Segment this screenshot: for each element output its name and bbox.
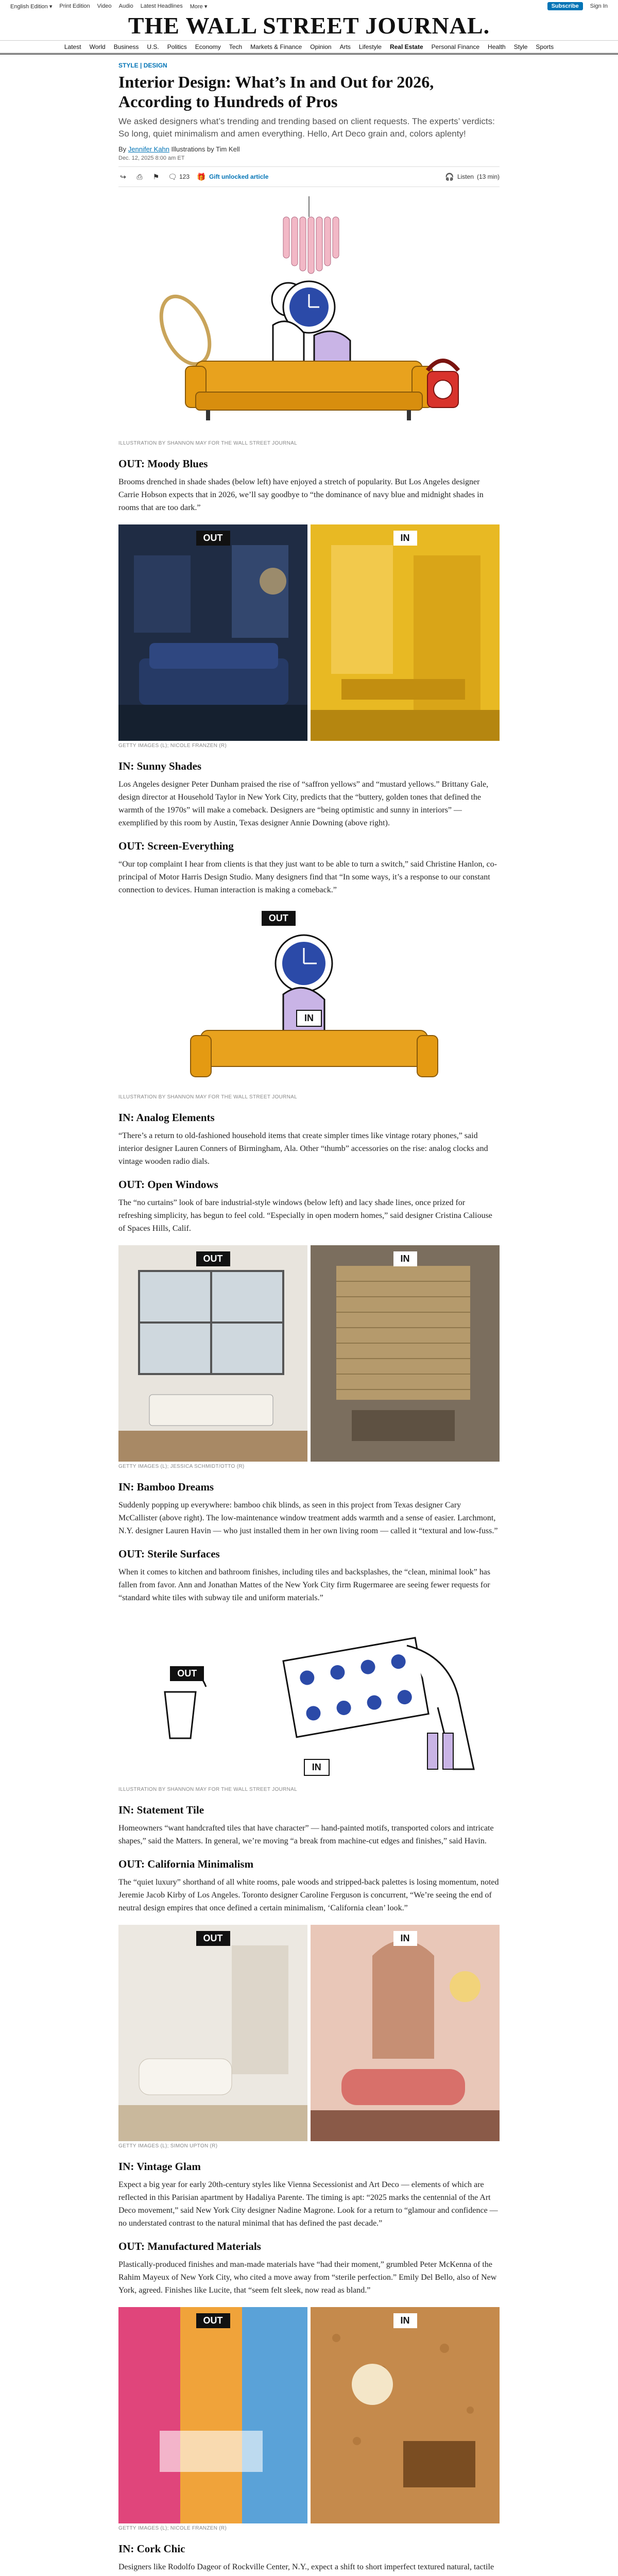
hero-illustration: [118, 196, 500, 438]
gift-icon: 🎁: [197, 173, 206, 181]
in-image: [311, 2307, 500, 2523]
pair-caption: GETTY IMAGES (L); SIMON UPTON (R): [118, 2143, 218, 2149]
section-nav: [0, 40, 618, 55]
pair-caption: GETTY IMAGES (L); JESSICA SCHMIDT/OTTO (R): [118, 1464, 245, 1469]
masthead-title[interactable]: THE WALL STREET JOURNAL.: [128, 12, 490, 39]
nav-item[interactable]: Health: [488, 43, 506, 50]
section-heading: IN: Analog Elements: [118, 1111, 215, 1124]
masthead: [0, 12, 618, 40]
in-image: [311, 524, 500, 741]
section-heading: OUT: Open Windows: [118, 1178, 218, 1191]
nav-item[interactable]: U.S.: [147, 43, 159, 50]
section-heading: OUT: Moody Blues: [118, 457, 208, 470]
section-heading: OUT: California Minimalism: [118, 1858, 254, 1870]
author-link[interactable]: Jennifer Kahn: [128, 145, 170, 153]
audio-link[interactable]: Audio: [118, 3, 133, 9]
byline-prefix: By: [118, 145, 127, 153]
nav-item[interactable]: Sports: [536, 43, 554, 50]
nav-item[interactable]: Tech: [229, 43, 243, 50]
headphones-icon: 🎧: [445, 173, 454, 181]
comment-count: 123: [179, 173, 190, 180]
section-heading: IN: Vintage Glam: [118, 2160, 201, 2173]
gift-label: Gift unlocked article: [209, 173, 269, 180]
comparison-pair-cork: [118, 2307, 500, 2523]
in-label: IN: [393, 1931, 417, 1946]
section-heading: OUT: Screen-Everything: [118, 840, 234, 852]
nav-item[interactable]: Politics: [167, 43, 187, 50]
illustrator: Tim Kell: [216, 145, 240, 153]
section-text: The “no curtains” look of bare industrial-style windows (below left) and lacy shade lines, once prized for refreshing simplicity, has begun to feel cold. “Especially in open modern homes,” said designer Cristina Caliouse of Spaces Hills, Calif.: [118, 1198, 492, 1233]
pair-caption: GETTY IMAGES (L); NICOLE FRANZEN (R): [118, 743, 227, 749]
section-heading: OUT: Sterile Surfaces: [118, 1548, 220, 1560]
top-utility-bar: [0, 0, 618, 12]
comparison-pair-glam: [118, 1925, 500, 2141]
comparison-pair-windows: [118, 1245, 500, 1462]
out-label: OUT: [196, 1931, 230, 1946]
out-label: OUT: [196, 1251, 230, 1266]
nav-item[interactable]: Real Estate: [389, 43, 423, 50]
in-label: IN: [296, 1010, 322, 1027]
article: [118, 55, 500, 2576]
byline-and: Illustrations by: [171, 145, 214, 153]
in-label: IN: [393, 2313, 417, 2328]
out-image: [118, 524, 307, 741]
section-text: “Our top complaint I hear from clients is that they just want to be able to turn a switch,” said Christine Hanlon, co-principal of Motor Harris Design Studio. Many designers find that “In some ways, it’s a response to our constant connection to devices. Human interaction is making a comeback.”: [118, 860, 497, 894]
listen-label: Listen: [457, 173, 474, 180]
in-label: IN: [304, 1759, 330, 1776]
out-image: [118, 2307, 307, 2523]
comment-icon: 🗨: [168, 173, 177, 181]
section-text: The “quiet luxury” shorthand of all white rooms, pale woods and stripped-back palettes is losing momentum, noted Jeremie Jacob Kirby of Los Angeles. Toronto designer Caroline Ferguson is concurrent, “We’re seeing the end of neutral design empires that once defined a certain minimalism, ‘California clean’ look.”: [118, 1878, 499, 1912]
bookmark-icon[interactable]: ⚑: [152, 173, 160, 181]
section-text: Los Angeles designer Peter Dunham praised the rise of “saffron yellows” and “mustard yellows.” Brittany Gale, design director at Household Taylor in New York City, predicts that the “buttery, golden tones that defined the warmth of the 1970s” will make a comeback. Designers are “being optimistic and sunny in interiors” — exemplified by this room by Austin, Texas designer Annie Downing (above right).: [118, 780, 489, 827]
nav-item[interactable]: Lifestyle: [358, 43, 382, 50]
out-label: OUT: [196, 2313, 230, 2328]
nav-item[interactable]: Arts: [339, 43, 351, 50]
byline: [118, 145, 500, 153]
nav-item[interactable]: Opinion: [310, 43, 332, 50]
publish-date: Dec. 12, 2025 8:00 am ET: [118, 155, 185, 161]
latest-headlines-link[interactable]: Latest Headlines: [140, 3, 183, 9]
out-image: [118, 1925, 307, 2141]
section-text: Suddenly popping up everywhere: bamboo chik blinds, as seen in this project from Texas designer Cary McCallister (above right). The low-maintenance window treatment adds warmth and a sense of easier. Larchmont, N.Y. designer Lauren Havin — who just installed them in her own living room — called it “textural and low-fuss.”: [118, 1501, 498, 1535]
tile-illustration: [118, 1615, 500, 1785]
subscribe-button[interactable]: Subscribe: [547, 2, 583, 10]
illustration-caption: ILLUSTRATION BY SHANNON MAY FOR THE WALL STREET JOURNAL: [118, 1094, 297, 1100]
pair-caption: GETTY IMAGES (L); NICOLE FRANZEN (R): [118, 2526, 227, 2531]
comments-button[interactable]: [168, 172, 190, 181]
article-kicker[interactable]: STYLE | DESIGN: [118, 62, 167, 69]
nav-item[interactable]: Markets & Finance: [250, 43, 302, 50]
nav-item[interactable]: Latest: [64, 43, 81, 50]
hero-caption: ILLUSTRATION BY SHANNON MAY FOR THE WALL STREET JOURNAL: [118, 440, 297, 446]
edition-selector[interactable]: English Edition ▾: [10, 3, 53, 10]
section-heading: OUT: Manufactured Materials: [118, 2240, 261, 2252]
gift-article-button[interactable]: [197, 172, 268, 181]
section-heading: IN: Sunny Shades: [118, 760, 202, 772]
nav-item[interactable]: Personal Finance: [431, 43, 480, 50]
more-menu[interactable]: More ▾: [190, 3, 208, 10]
sign-in-link[interactable]: Sign In: [590, 3, 608, 9]
section-text: “There’s a return to old-fashioned household items that create simpler times like vintage rotary phones,” said interior designer Lauren Conners of Birmingham, Ala. Other “thumb” accessories on the rise: analog clocks and vintage wooden radio dials.: [118, 1131, 488, 1166]
article-dek: We asked designers what’s trending and trending based on client requests. The experts’ verdicts: So long, quiet minimalism and amen everything. Hello, Art Deco grain and, colors aplenty!: [118, 116, 495, 139]
nav-item[interactable]: Business: [113, 43, 139, 50]
section-heading: IN: Cork Chic: [118, 2543, 185, 2555]
illustration-caption: ILLUSTRATION BY SHANNON MAY FOR THE WALL STREET JOURNAL: [118, 1787, 297, 1792]
section-text: Expect a big year for early 20th-century styles like Vienna Secessionist and Art Deco — elements of which are reflected in this Parisian apartment by Hadaliya Parente. The timing is apt: “2025 marks the centennial of the Art Deco movement,” said New York City designer Nadine Magrone. Look for a return to “glamour and confidence — no understated contrast to the natural minimal that has defined the past decade.”: [118, 2180, 498, 2228]
article-toolbar: [118, 166, 500, 187]
section-text: When it comes to kitchen and bathroom finishes, including tiles and backsplashes, the “clean, minimal look” has fallen from favor. Ann and Jonathan Mattes of the New York City firm Rugermaree are seeing fewer requests for “standard white tiles with subway tile and uniform materials.”: [118, 1568, 491, 1602]
out-image: [118, 1245, 307, 1462]
section-text: Brooms drenched in shade shades (below left) have enjoyed a stretch of popularity. But Los Angeles designer Carrie Hobson expects that in 2026, we’ll say goodbye to “the dominance of navy blue and midnight shades in rooms that are too dark.”: [118, 478, 484, 512]
share-icon[interactable]: ↪: [120, 173, 126, 181]
listen-button[interactable]: [445, 172, 500, 181]
in-image: [311, 1245, 500, 1462]
analog-illustration: [118, 907, 500, 1092]
video-link[interactable]: Video: [97, 3, 112, 9]
in-label: IN: [393, 531, 417, 546]
comparison-pair-colors: [118, 524, 500, 741]
nav-item[interactable]: Style: [513, 43, 528, 50]
in-label: IN: [393, 1251, 417, 1266]
nav-item[interactable]: World: [89, 43, 106, 50]
section-heading: IN: Bamboo Dreams: [118, 1481, 214, 1493]
section-text: Homeowners “want handcrafted tiles that have character” — hand-painted motifs, transported colors and intricate shapes,” said the Matters. In general, we’re moving “a break from machine-cut edges and finishes,” said Havin.: [118, 1824, 494, 1845]
section-heading: IN: Statement Tile: [118, 1804, 204, 1816]
print-edition-link[interactable]: Print Edition: [59, 3, 90, 9]
in-image: [311, 1925, 500, 2141]
listen-time: (13 min): [476, 173, 500, 180]
out-label: OUT: [262, 911, 296, 926]
out-label: OUT: [170, 1666, 204, 1681]
section-text: Plastically-produced finishes and man-made materials have “had their moment,” grumbled Peter McKenna of the Rahim Mayeux of New York City, who cited a move away from “sterile perfection.” Emily Del Bello, also of New York, agreed. Finishes like Lucite, that “seem felt sleek, now read as bland.”: [118, 2260, 497, 2295]
section-text: Designers like Rodolfo Dageor of Rockville Center, N.Y., expect a shift to short imperfect textured natural, tactile: [118, 2563, 494, 2571]
out-label: OUT: [196, 531, 230, 546]
article-headline: Interior Design: What’s In and Out for 2026, According to Hundreds of Pros: [118, 73, 434, 111]
nav-item[interactable]: Economy: [195, 43, 221, 50]
print-icon[interactable]: ⎙: [136, 173, 143, 181]
